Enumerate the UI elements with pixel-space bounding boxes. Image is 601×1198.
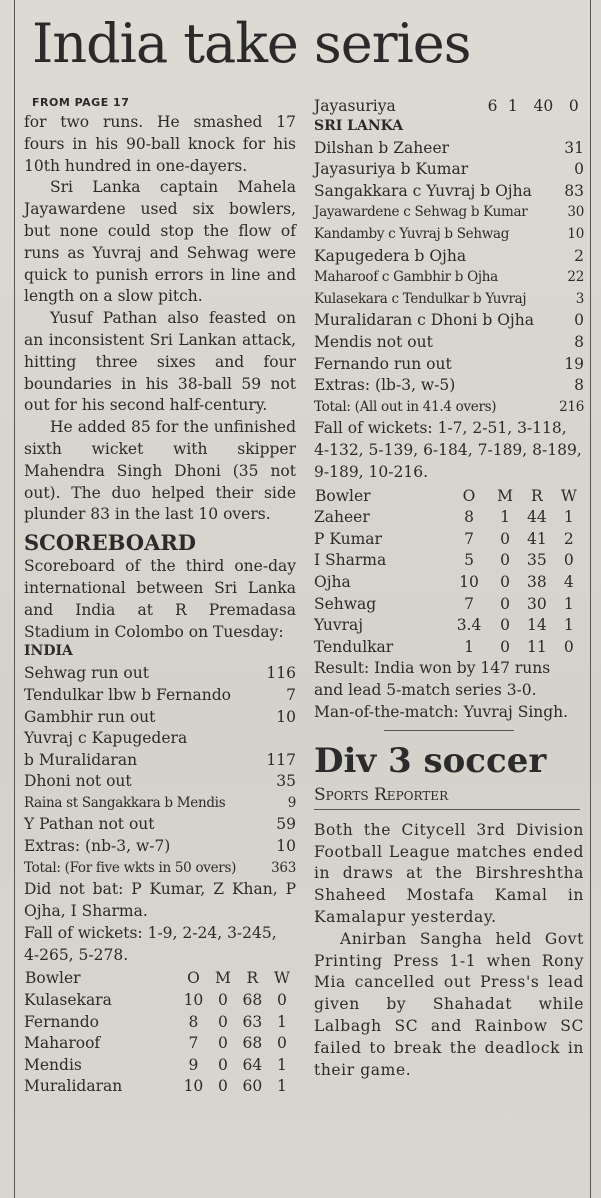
batting-row: Yuvraj c Kapugedera — [24, 729, 188, 748]
bowling-row: Yuvraj 3.4 0 14 1 — [314, 616, 574, 635]
did-not-bat: Did not bat: P Kumar, Z Khan, P Ojha, I Sharma. — [24, 880, 296, 921]
bowling-row: Fernando 8 0 63 1 — [24, 1012, 287, 1031]
scoreboard-title: SCOREBOARD — [24, 530, 197, 556]
extras-row: Extras: (lb-3, w-5) 8 — [314, 376, 584, 395]
man-of-the-match: Man-of-the-match: Yuvraj Singh. — [314, 703, 569, 722]
srilanka-bowling-table — [314, 484, 584, 659]
carry-over-bowling-row — [314, 96, 584, 118]
team-heading-india: INDIA — [24, 643, 73, 660]
headline: India take series — [32, 12, 471, 75]
bowling-row: Tendulkar 1 0 11 0 — [314, 637, 574, 656]
batting-row: Y Pathan not out 59 — [24, 815, 296, 834]
bowling-row: I Sharma 5 0 35 0 — [314, 551, 574, 570]
story-body — [24, 112, 296, 526]
scoreboard-intro: Scoreboard of the third one-day international between Sri Lanka and India at R Premadasa Stadium in Colombo on Tuesday: — [24, 557, 296, 641]
batting-row: Tendulkar lbw b Fernando 7 — [24, 685, 296, 704]
story-paragraph: He added 85 for the unfinished sixth wicket with skipper Mahendra Singh Dhoni (35 not out). The duo helped their side plunder 83 in the last 10 overs. — [24, 418, 296, 524]
batting-row: Sangakkara c Yuvraj b Ojha 83 — [314, 181, 584, 200]
bowling-header-row: Bowler O M R W — [25, 969, 290, 988]
batting-row: Sehwag run out 116 — [24, 664, 296, 683]
batting-row: Muralidaran c Dhoni b Ojha 0 — [314, 311, 584, 330]
fall-of-wickets-india: Fall of wickets: 1-9, 2-24, 3-245, 4-265, 5-278. — [24, 923, 277, 964]
story-paragraph: Both the Citycell 3rd Division Football League matches ended in draws at the Birshreshtha Shaheed Mostafa Kamal in Kamalapur yesterday. — [314, 820, 584, 927]
bowling-row: Muralidaran 10 0 60 1 — [24, 1077, 287, 1096]
bowling-header-row: Bowler O M R W — [315, 486, 577, 505]
batting-row: Dilshan b Zaheer 31 — [314, 138, 584, 157]
batting-row: Mendis not out 8 — [314, 332, 584, 351]
bowling-row: Maharoof 7 0 68 0 — [24, 1034, 287, 1053]
story-paragraph: Sri Lanka captain Mahela Jayawardene used six bowlers, but none could stop the flow of runs as Yuvraj and Sehwag were quick to punish errors in line and length on a slow pitch. — [24, 178, 296, 306]
total-row: Total: (For five wkts in 50 overs) 363 — [24, 859, 296, 876]
right-column — [314, 96, 584, 1081]
section-divider — [384, 730, 514, 731]
bowling-row: Kulasekara 10 0 68 0 — [24, 991, 287, 1010]
bowling-row: P Kumar 7 0 41 2 — [314, 529, 574, 548]
bowling-row: Mendis 9 0 64 1 — [24, 1055, 287, 1074]
team-heading-srilanka: SRI LANKA — [314, 117, 404, 134]
from-page-label: FROM PAGE 17 — [32, 96, 130, 109]
batting-row: Jayawardene c Sehwag b Kumar 30 — [314, 204, 584, 221]
batting-row: Gambhir run out 10 — [24, 707, 296, 726]
batting-row: Fernando run out 19 — [314, 354, 584, 373]
india-batting — [24, 663, 296, 879]
batting-row: Kapugedera b Ojha 2 — [314, 246, 584, 265]
extras-row: Extras: (nb-3, w-7) 10 — [24, 837, 296, 856]
batting-row: Kandamby c Yuvraj b Sehwag 10 — [314, 225, 584, 242]
fall-of-wickets-srilanka: Fall of wickets: 1-7, 2-51, 3-118, 4-132, 5-139, 6-184, 7-189, 8-189, 9-189, 10-216. — [314, 419, 582, 481]
batting-row: Raina st Sangakkara b Mendis 9 — [24, 794, 296, 811]
srilanka-batting — [314, 138, 584, 419]
batting-row: b Muralidaran 117 — [24, 750, 296, 769]
story-paragraph: Anirban Sangha held Govt Printing Press 1-1 when Rony Mia cancelled out Press's lead given by Shahadat while Lalbagh SC and Rainbow SC failed to break the deadlock in their game. — [314, 929, 584, 1079]
bowling-row: Zaheer 8 1 44 1 — [314, 508, 574, 527]
bowling-row: Ojha 10 0 38 4 — [314, 573, 574, 592]
batting-row: Dhoni not out 35 — [24, 772, 296, 791]
column-rule-right — [590, 0, 591, 1198]
batting-row: Kulasekara c Tendulkar b Yuvraj 3 — [314, 290, 584, 307]
byline: Sports Reporter — [314, 785, 580, 810]
soccer-story — [314, 820, 584, 1082]
bowling-row: Jayasuriya 6 1 40 0 — [314, 97, 579, 115]
batting-row: Maharoof c Gambhir b Ojha 22 — [314, 269, 584, 286]
left-column — [24, 96, 296, 1098]
story-paragraph: for two runs. He smashed 17 fours in his 90-ball knock for his 10th hundred in one-dayers. — [24, 113, 296, 175]
match-result: Result: India won by 147 runs and lead 5-match series 3-0. — [314, 659, 551, 700]
soccer-headline: Div 3 soccer — [314, 740, 547, 781]
total-row: Total: (All out in 41.4 overs) 216 — [314, 398, 584, 415]
batting-row: Jayasuriya b Kumar 0 — [314, 160, 584, 179]
bowling-row: Sehwag 7 0 30 1 — [314, 594, 574, 613]
story-paragraph: Yusuf Pathan also feasted on an inconsistent Sri Lankan attack, hitting three sixes and four boundaries in his 38-ball 59 not out for his second half-century. — [24, 309, 296, 415]
india-bowling-table — [24, 966, 296, 1098]
column-rule-left — [14, 0, 15, 1198]
